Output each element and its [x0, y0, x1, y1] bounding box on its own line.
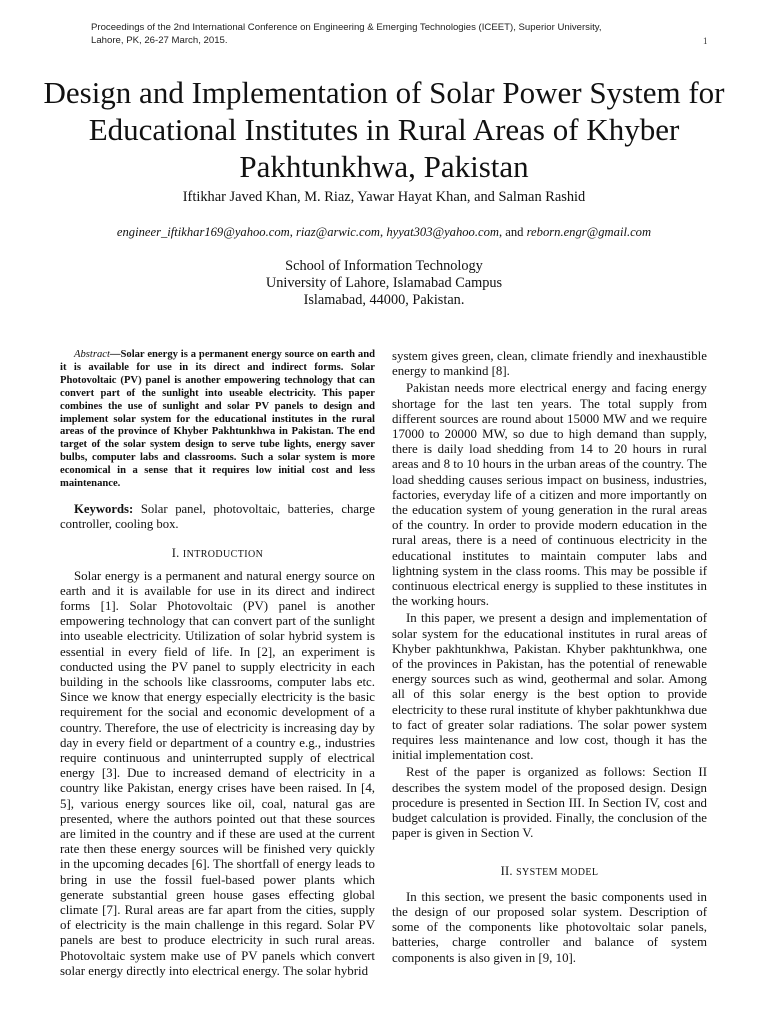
section-title: INTRODUCTION	[182, 549, 264, 561]
abstract-dash: —	[109, 349, 121, 360]
right-column	[392, 349, 707, 968]
section-heading-system-model	[392, 864, 707, 880]
email-and: , and	[498, 225, 527, 239]
section-heading-introduction	[60, 546, 375, 562]
keywords	[60, 502, 375, 532]
conference-header: Proceedings of the 2nd International Conference on Engineering & Emerging Technologies (ICEET), Superior University, Lahore, PK, 26-27 March, 2015.	[91, 22, 602, 46]
email-separator: ,	[289, 225, 297, 239]
left-column	[60, 349, 375, 979]
affiliation	[40, 258, 728, 309]
intro-paragraph-4: Rest of the paper is organized as follows: Section II describes the system model of the proposed design. Design procedure is presented in Section III. In Section IV, cost and budget calculation is provided. Finally, the conclusion of the paper is given in Section V.	[392, 765, 707, 841]
intro-paragraph-1: Solar energy is a permanent and natural energy source on earth and it is available for use in its direct and indirect forms [1]. Solar Photovoltaic (PV) panel is another empowering technology that can convert part of the sunlight into useable electricity. Utilization of solar hybrid system is essential in every field of life. In [2], an experiment is conducted using the PV panel to supply electricity in each building in the schools like classrooms, computer labs etc. Since we know that energy especially electricity is the basic requirement for the social and economic development of a country. Therefore, the use of electricity is increasing day by day in every field or department of a country e.g., industries require continuous and uninterrupted supply of electrical energy [3]. Due to increased demand of electricity in a country like Pakistan, energy crises have been raised. In [4, 5], various energy sources like oil, coal, natural gas are presented, where the authors pointed out that these sources are limited in the country and if these are used at the current rate then these energy sources will be finished very quickly in the upcoming decades [6]. The shortfall of energy leads to bring in use the fossil fuel-based power plants which generate substantial green house gases effecting global climate [7]. Rural areas are far apart from the cities, supply of electricity is the main challenge in this regard. Solar PV panels are best to produce electricity in such rural areas. Photovoltaic system make use of PV panels which convert solar energy directly into electrical energy. The solar hybrid	[60, 568, 375, 978]
page-number: 1	[703, 36, 708, 46]
email-4[interactable]: reborn.engr@gmail.com	[526, 225, 652, 239]
abstract-label: Abstract	[74, 349, 110, 360]
system-model-paragraph-1: In this section, we present the basic components used in the design of our proposed solar system. Description of some of the components like photovoltaic solar panels, batteries, charge controller and balance of system components is also given in [9, 10].	[392, 889, 707, 965]
section-numeral: II.	[500, 863, 513, 878]
affiliation-university: University of Lahore, Islamabad Campus	[265, 275, 503, 291]
intro-paragraph-2: Pakistan needs more electrical energy and facing energy shortage for the last ten years. The total supply from different sources are round about 15000 MW and we require 17000 to 20000 MW, so due to high demand than supply, there is daily load shedding from 14 to 20 hours in rural areas and 8 to 10 hours in the urban areas of the country. The load shedding causes serious impact on business, industries, factories, everyday life of a citizen and more importantly on the education system of young generation in the rural areas of the country. In order to provide modern education in the rural areas, there is a need of continuous electricity in the educational institutes to maintain computer labs and lightning system in the class rooms. This may be possible if continuous electrical energy is supplied to these institutes in the working hours.	[392, 381, 707, 609]
abstract	[60, 349, 375, 491]
email-separator: ,	[380, 225, 387, 239]
intro-paragraph-1-continued: system gives green, clean, climate friendly and inexhaustible energy to mankind [8].	[392, 349, 707, 379]
email-3[interactable]: hyyat303@yahoo.com	[386, 225, 499, 239]
author-emails	[40, 225, 728, 240]
abstract-text: Solar energy is a permanent energy source on earth and it is available for use in its direct and indirect forms. Solar Photovoltaic (PV) panel is another empowering technology that can convert part of the sunlight into useable electricity. This paper combines the use of sunlight and solar PV panels to design and implement solar system for the educational institutes in the rural areas of the province of Khyber Pakhtunkhwa in Pakistan. The end target of the solar system design to serve tube lights, energy saver bulbs, computer labs and classrooms. Such a solar system is more economical in a sense that it requires low initial cost and less maintenance.	[60, 349, 375, 490]
paper-title: Design and Implementation of Solar Power System for Educational Institutes in Rural Areas of Khyber Pakhtunkhwa, Pakistan	[43, 75, 725, 184]
email-1[interactable]: engineer_iftikhar169@yahoo.com	[116, 225, 290, 239]
email-2[interactable]: riaz@arwic.com	[296, 225, 381, 239]
section-numeral: I.	[171, 546, 180, 561]
author-list: Iftikhar Javed Khan, M. Riaz, Yawar Hayat Khan, and Salman Rashid	[182, 189, 586, 205]
intro-paragraph-3: In this paper, we present a design and implementation of solar system for the educational institutes in rural areas of Khyber pakhtunkhwa, Pakistan. Khyber pakhtunkhwa, one of the provinces in Pakistan, has the potential of renewable energy sources such as wind, geothermal and solar. Among all of this solar energy is the best option to provide electricity to these rural institute of khyber pakhtunkhwa due to fact of greater solar radiations. The solar power system requires less maintenance and low cost, though it has the initial implementation cost.	[392, 611, 707, 763]
keywords-label: Keywords:	[74, 501, 134, 516]
affiliation-school: School of Information Technology	[285, 258, 483, 274]
affiliation-address: Islamabad, 44000, Pakistan.	[303, 292, 465, 308]
keywords-text: Solar panel, photovoltaic, batteries, charge controller, cooling box.	[60, 501, 375, 532]
section-title: SYSTEM MODEL	[516, 866, 599, 878]
